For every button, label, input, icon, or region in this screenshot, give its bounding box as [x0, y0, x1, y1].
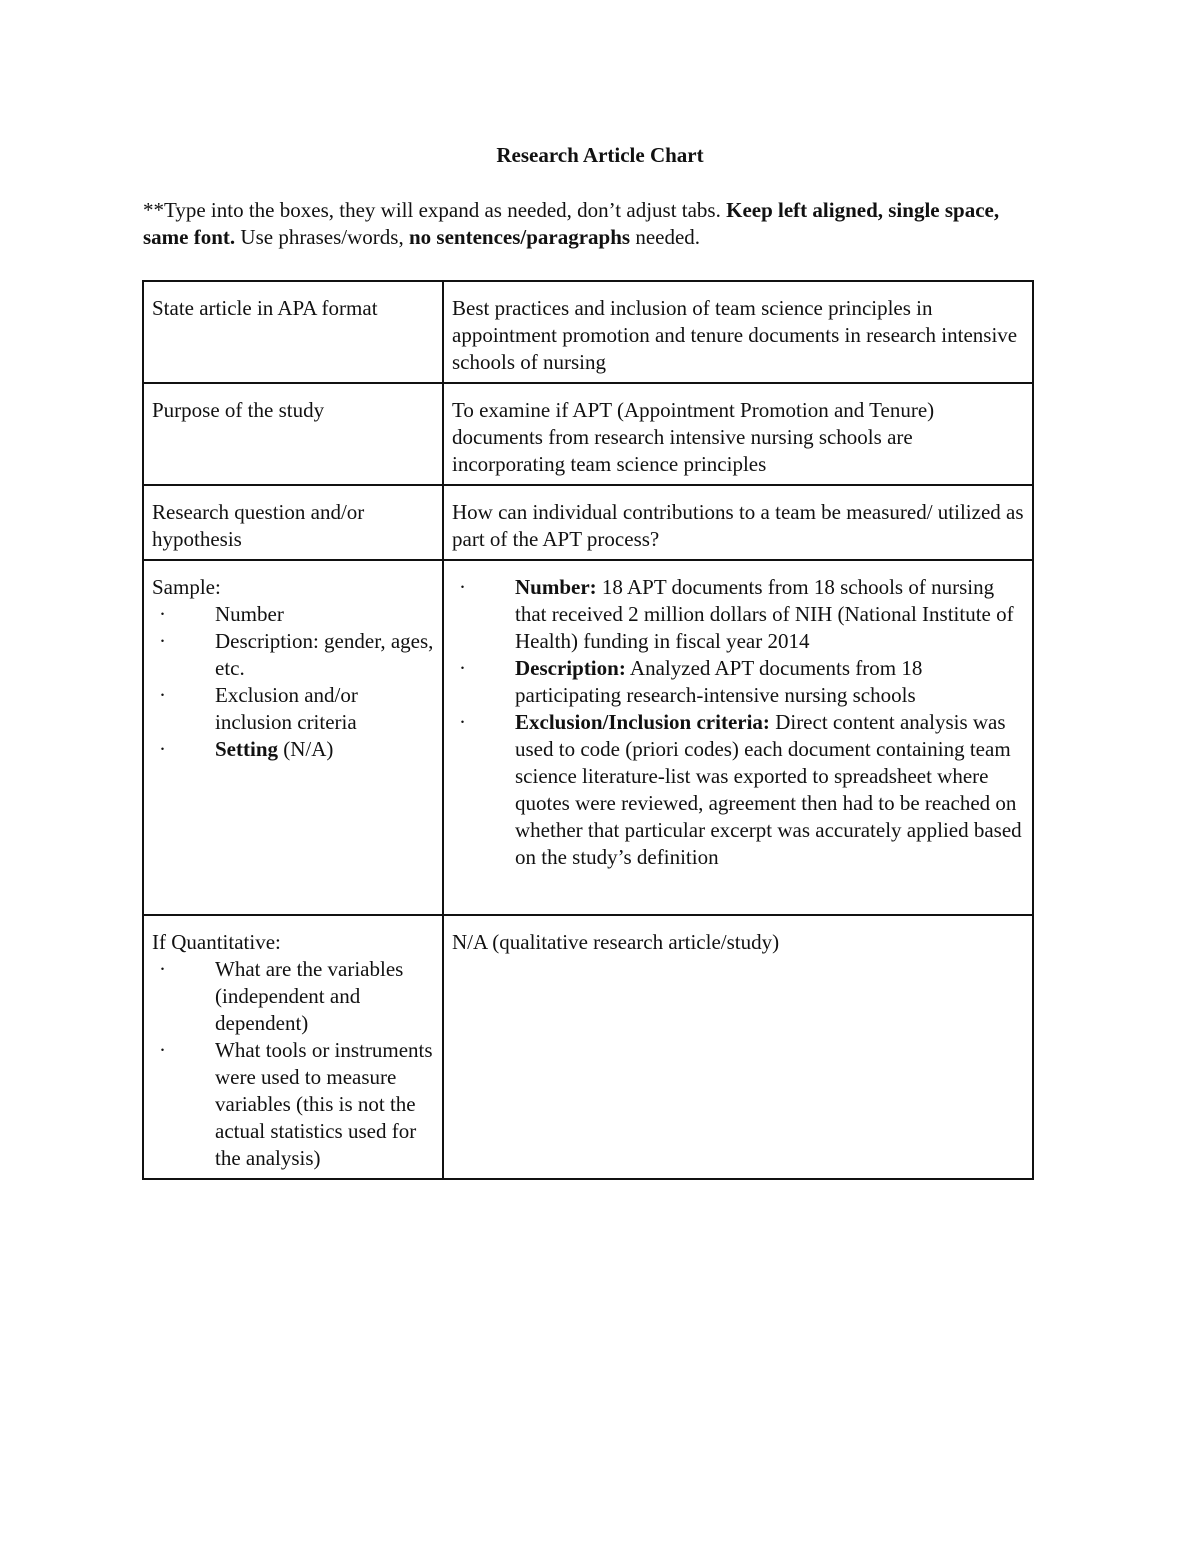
list-item-text: What tools or instruments were used to measure variables (this is not the actual statistics used for the analysis) — [215, 1038, 433, 1170]
instructions — [143, 197, 1043, 251]
list-item — [159, 601, 434, 628]
quantitative-heading: If Quantitative: — [152, 930, 281, 954]
page-title: Research Article Chart — [496, 143, 704, 167]
instructions-part2: Use phrases/words, — [240, 225, 404, 249]
instructions-bold1: Keep left aligned, single space, same font. — [143, 198, 1000, 249]
row-label-question[interactable] — [143, 485, 443, 560]
list-item — [459, 709, 1024, 871]
description-text: Analyzed APT documents from 18 participating research-intensive nursing schools — [515, 656, 923, 707]
number-text: 18 APT documents from 18 schools of nursing that received 2 million dollars of NIH (National Institute of Health) funding in fiscal year 2014 — [515, 575, 1014, 653]
list-item-text: Number — [215, 602, 284, 626]
table-row — [143, 383, 1033, 485]
table-row — [143, 485, 1033, 560]
row-value-purpose[interactable] — [443, 383, 1033, 485]
bullet-icon: · — [459, 656, 466, 680]
setting-label: Setting — [215, 737, 278, 761]
row-value-sample[interactable] — [443, 560, 1033, 915]
list-item — [159, 736, 434, 763]
row-label-apa[interactable] — [143, 281, 443, 383]
cell-text: State article in APA format — [152, 296, 378, 320]
bullet-icon: · — [159, 1038, 166, 1062]
research-article-table — [142, 280, 1034, 1180]
list-item — [159, 682, 434, 736]
criteria-text: Direct content analysis was used to code (priori codes) each document containing team science literature-list was exported to spreadsheet where quotes were reviewed, agreement then had to be reached on whether that particular excerpt was accurately applied based on the study’s definition — [515, 710, 1022, 869]
list-item — [459, 655, 1024, 709]
cell-text: Best practices and inclusion of team science principles in appointment promotion and tenure documents in research intensive schools of nursing — [452, 296, 1018, 374]
sample-list — [152, 601, 434, 763]
list-item — [159, 628, 434, 682]
bullet-icon: · — [159, 602, 166, 626]
bullet-icon: · — [159, 737, 166, 761]
setting-text: (N/A) — [283, 737, 334, 761]
cell-text: To examine if APT (Appointment Promotion and Tenure) documents from research intensive nursing schools are incorporating team science principles — [452, 398, 935, 476]
row-label-sample[interactable] — [143, 560, 443, 915]
instructions-part3: needed. — [635, 225, 701, 249]
list-item-text: Description: gender, ages, etc. — [215, 629, 434, 680]
cell-text: Purpose of the study — [152, 398, 325, 422]
row-value-question[interactable] — [443, 485, 1033, 560]
list-item — [459, 574, 1024, 655]
cell-text: N/A (qualitative research article/study) — [452, 930, 780, 954]
list-item-text: Exclusion and/or inclusion criteria — [215, 683, 358, 734]
table-row — [143, 915, 1033, 1179]
instructions-part1: **Type into the boxes, they will expand as needed, don’t adjust tabs. — [143, 198, 721, 222]
sample-details-list — [452, 574, 1024, 871]
bullet-icon: · — [459, 710, 466, 734]
bullet-icon: · — [159, 957, 166, 981]
description-label: Description: — [515, 656, 626, 680]
row-value-quantitative[interactable] — [443, 915, 1033, 1179]
row-value-apa[interactable] — [443, 281, 1033, 383]
bullet-icon: · — [459, 575, 466, 599]
table-row — [143, 560, 1033, 915]
list-item — [159, 956, 434, 1037]
quantitative-list — [152, 956, 434, 1172]
criteria-label: Exclusion/Inclusion criteria: — [515, 710, 770, 734]
row-label-purpose[interactable] — [143, 383, 443, 485]
cell-text: Research question and/or hypothesis — [152, 500, 365, 551]
table-row — [143, 281, 1033, 383]
sample-heading: Sample: — [152, 575, 221, 599]
bullet-icon: · — [159, 683, 166, 707]
bullet-icon: · — [159, 629, 166, 653]
list-item-text: What are the variables (independent and dependent) — [215, 957, 404, 1035]
row-label-quantitative[interactable] — [143, 915, 443, 1179]
instructions-bold2: no sentences/paragraphs — [408, 225, 631, 249]
number-label: Number: — [515, 575, 597, 599]
cell-text: How can individual contributions to a team be measured/ utilized as part of the APT process? — [452, 500, 1024, 551]
list-item — [159, 1037, 434, 1172]
